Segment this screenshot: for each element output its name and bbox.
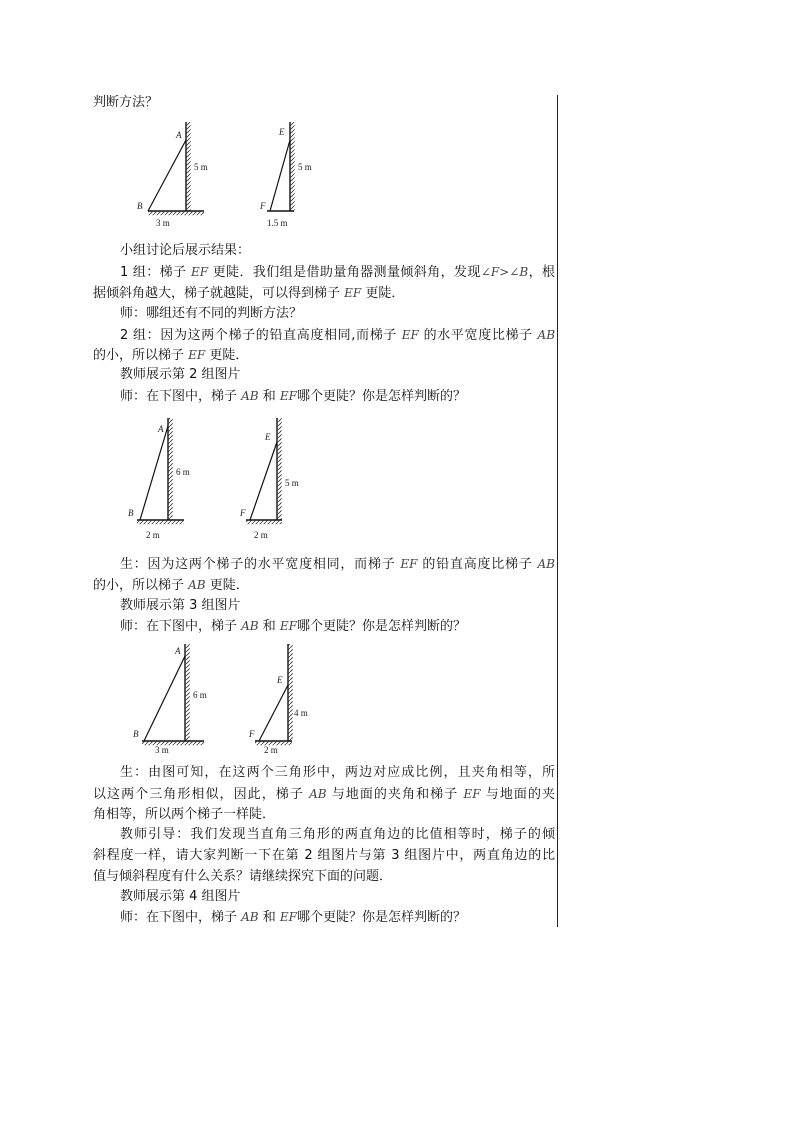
table-border-right	[557, 95, 558, 927]
ladder-figure-group-1	[130, 118, 330, 233]
text-line: 师：在下图中，梯子 AB 和 EF哪个更陡？你是怎样判断的？	[120, 389, 466, 404]
text-line: 斜程度一样，请大家判断一下在第 2 组图片与第 3 组图片中，两直角边的比	[93, 848, 555, 863]
height-label: 5 m	[194, 162, 208, 172]
base-label: 1.5 m	[267, 218, 288, 228]
text-line: 小组讨论后展示结果：	[120, 243, 251, 258]
text-line: 生：由图可知，在这两个三角形中，两边对应成比例，且夹角相等，所	[120, 765, 555, 780]
point-label-B: B	[128, 508, 134, 518]
text-line: 教师展示第 2 组图片	[120, 367, 241, 382]
text-line: 教师引导：我们发现当直角三角形的两直角边的比值相等时，梯子的倾	[120, 827, 555, 842]
point-label-F: F	[260, 201, 266, 211]
base-label: 2 m	[146, 530, 160, 540]
text-line: 师：在下图中，梯子 AB 和 EF哪个更陡？你是怎样判断的？	[120, 910, 466, 925]
text-line: 的小，所以梯子 EF 更陡．	[93, 348, 249, 363]
point-label-A: A	[158, 424, 164, 434]
text-line: 据倾斜角越大，梯子就越陡，可以得到梯子 EF 更陡．	[93, 286, 405, 301]
height-label: 4 m	[294, 708, 308, 718]
ladder-figure-group-3	[130, 640, 330, 760]
point-label-E: E	[265, 432, 271, 442]
point-label-E: E	[277, 675, 283, 685]
text-line: 教师展示第 4 组图片	[120, 889, 241, 904]
text-line: 判断方法？	[93, 95, 159, 110]
text-line: 师：哪组还有不同的判断方法？	[120, 306, 303, 321]
base-label: 2 m	[254, 530, 268, 540]
point-label-B: B	[137, 201, 143, 211]
text-line: 2 组：因为这两个梯子的铅直高度相同,而梯子 EF 的水平宽度比梯子 AB	[120, 328, 556, 343]
point-label-F: F	[249, 729, 255, 739]
text-line: 教师展示第 3 组图片	[120, 598, 241, 613]
height-label: 5 m	[298, 162, 312, 172]
text-line: 师：在下图中，梯子 AB 和 EF哪个更陡？你是怎样判断的？	[120, 619, 466, 634]
text-line: 的小，所以梯子 AB 更陡．	[93, 578, 249, 593]
base-label: 2 m	[264, 745, 278, 755]
height-label: 6 m	[176, 467, 190, 477]
base-label: 3 m	[155, 745, 169, 755]
point-label-A: A	[175, 646, 181, 656]
ladder-figure-group-2	[122, 414, 322, 544]
point-label-F: F	[240, 508, 246, 518]
point-label-A: A	[176, 130, 182, 140]
text-line: 1 组：梯子 EF 更陡．我们组是借助量角器测量倾斜角，发现∠F>∠B，根	[120, 265, 555, 280]
point-label-B: B	[133, 729, 139, 739]
height-label: 6 m	[193, 690, 207, 700]
text-line: 值与倾斜程度有什么关系？请继续探究下面的问题．	[93, 869, 393, 884]
point-label-E: E	[279, 127, 285, 137]
text-line: 生：因为这两个梯子的水平宽度相同，而梯子 EF 的铅直高度比梯子 AB	[120, 557, 555, 572]
text-line: 以这两个三角形相似，因此，梯子 AB 与地面的夹角和梯子 EF 与地面的夹	[93, 787, 556, 802]
height-label: 5 m	[285, 478, 299, 488]
text-line: 角相等，所以两个梯子一样陡．	[93, 807, 276, 822]
base-label: 3 m	[156, 218, 170, 228]
